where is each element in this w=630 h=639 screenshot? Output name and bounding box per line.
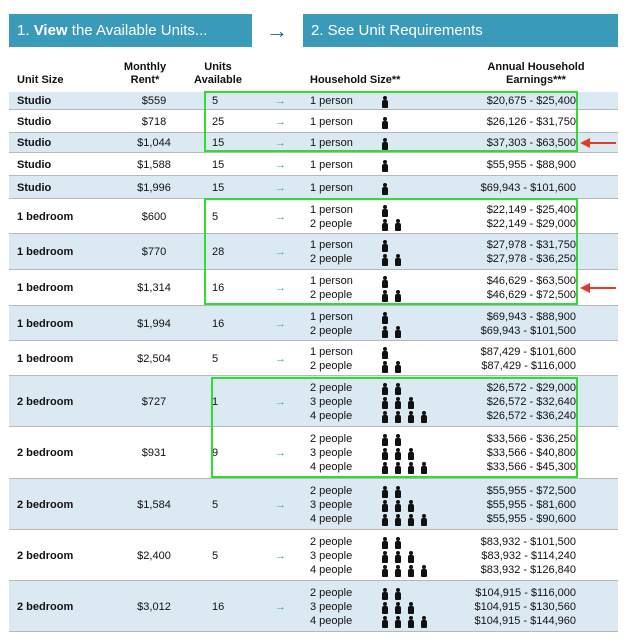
monthly-rent-cell: $3,012 (137, 601, 171, 613)
row-arrow-icon: → (275, 499, 286, 511)
table-row (9, 153, 618, 176)
annual-earnings-text: $37,303 - $63,500 (486, 137, 576, 149)
household-figures (381, 536, 407, 550)
household-size-text: 2 people (310, 433, 353, 445)
monthly-rent-cell: $559 (141, 95, 167, 107)
household-size-text: 1 person (310, 239, 353, 251)
units-available-cell: 9 (212, 447, 219, 459)
person-icon (420, 565, 428, 577)
household-figures (381, 182, 394, 196)
red-pointer-arrow-icon (580, 138, 616, 148)
household-size-text: 3 people (310, 550, 353, 562)
unit-size-cell: 2 bedroom (17, 396, 74, 408)
household-size-text: 1 person (310, 275, 353, 287)
unit-size-cell: Studio (17, 182, 52, 194)
unit-size-cell: Studio (17, 116, 52, 128)
header-earnings-line1: Annual Household (487, 61, 585, 73)
household-size-text: 2 people (310, 536, 353, 548)
household-figures (381, 485, 407, 499)
household-size-text: 4 people (310, 513, 353, 525)
annual-earnings-text: $55,955 - $88,900 (486, 159, 576, 171)
monthly-rent-cell: $1,994 (137, 318, 171, 330)
unit-size-cell: 2 bedroom (17, 499, 74, 511)
annual-earnings-text: $104,915 - $130,560 (474, 601, 576, 613)
person-icon (381, 602, 389, 614)
step-two-banner (303, 14, 618, 47)
person-icon (381, 347, 389, 359)
unit-size-cell: Studio (17, 95, 52, 107)
annual-earnings-text: $22,149 - $25,400 (486, 204, 576, 216)
unit-size-cell: Studio (17, 137, 52, 149)
person-icon (407, 602, 415, 614)
person-icon (394, 602, 402, 614)
person-icon (407, 500, 415, 512)
annual-earnings-text: $83,932 - $114,240 (481, 550, 576, 562)
person-icon (381, 537, 389, 549)
person-icon (407, 551, 415, 563)
units-available-cell: 5 (212, 550, 219, 562)
annual-earnings-text: $20,675 - $25,400 (486, 95, 576, 107)
monthly-rent-cell: $1,996 (137, 182, 171, 194)
header-unit-size: Unit Size (17, 74, 64, 86)
household-size-text: 3 people (310, 601, 353, 613)
annual-earnings-text: $104,915 - $144,960 (474, 615, 576, 627)
annual-earnings-text: $26,572 - $32,640 (486, 396, 576, 408)
unit-size-cell: 1 bedroom (17, 353, 74, 365)
person-icon (394, 486, 402, 498)
header-monthly-rent (110, 61, 180, 87)
annual-earnings-text: $46,629 - $63,500 (486, 275, 576, 287)
annual-earnings-text: $26,572 - $29,000 (486, 382, 576, 394)
person-icon (394, 514, 402, 526)
household-size-text: 1 person (310, 159, 353, 171)
monthly-rent-cell: $1,314 (137, 282, 171, 294)
household-figures (381, 325, 407, 339)
person-icon (381, 183, 389, 195)
red-pointer-arrow-icon (580, 283, 616, 293)
person-icon (394, 361, 402, 373)
annual-earnings-text: $87,429 - $101,600 (480, 346, 576, 358)
unit-size-cell: 1 bedroom (17, 282, 74, 294)
row-arrow-icon: → (275, 211, 286, 223)
household-figures (381, 615, 433, 629)
household-size-text: 3 people (310, 447, 353, 459)
household-figures (381, 360, 407, 374)
person-icon (381, 514, 389, 526)
household-size-text: 1 person (310, 116, 353, 128)
annual-earnings-text: $83,932 - $101,500 (480, 536, 576, 548)
person-icon (381, 500, 389, 512)
monthly-rent-cell: $600 (141, 211, 167, 223)
annual-earnings-text: $27,978 - $36,250 (486, 253, 576, 265)
units-available-cell: 15 (212, 182, 225, 194)
household-figures (381, 513, 433, 527)
units-available-cell: 15 (212, 159, 225, 171)
table-row (9, 341, 618, 376)
household-figures (381, 499, 420, 513)
person-icon (407, 616, 415, 628)
household-figures (381, 564, 433, 578)
household-size-text: 1 person (310, 95, 353, 107)
person-icon (420, 616, 428, 628)
annual-earnings-text: $33,566 - $45,300 (486, 461, 576, 473)
units-available-cell: 16 (212, 318, 225, 330)
units-available-cell: 16 (212, 282, 225, 294)
person-icon (407, 565, 415, 577)
step-one-number: 1. (17, 22, 30, 39)
person-icon (381, 361, 389, 373)
household-figures (381, 587, 407, 601)
row-arrow-icon: → (275, 95, 286, 107)
household-size-text: 4 people (310, 461, 353, 473)
monthly-rent-cell: $1,584 (137, 499, 171, 511)
household-size-text: 1 person (310, 204, 353, 216)
units-available-cell: 5 (212, 499, 219, 511)
annual-earnings-text: $87,429 - $116,000 (481, 360, 576, 372)
row-arrow-icon: → (275, 550, 286, 562)
household-size-text: 1 person (310, 311, 353, 323)
household-size-text: 2 people (310, 587, 353, 599)
unit-size-cell: 2 bedroom (17, 550, 74, 562)
annual-earnings-text: $55,955 - $90,600 (486, 513, 576, 525)
step-one-rest: the Available Units... (67, 22, 208, 39)
table-row (9, 530, 618, 581)
table-row (9, 176, 618, 199)
monthly-rent-cell: $1,044 (137, 137, 171, 149)
monthly-rent-cell: $2,400 (137, 550, 171, 562)
units-available-cell: 5 (212, 353, 219, 365)
header-household-size: Household Size** (310, 74, 401, 86)
header-earnings-line2: Earnings*** (506, 74, 566, 86)
annual-earnings-text: $69,943 - $101,600 (480, 182, 576, 194)
header-units-line2: Available (194, 74, 242, 86)
row-arrow-icon: → (275, 182, 286, 194)
person-icon (394, 588, 402, 600)
monthly-rent-cell: $2,504 (137, 353, 171, 365)
person-icon (394, 565, 402, 577)
household-size-text: 3 people (310, 396, 353, 408)
annual-earnings-text: $26,572 - $36,240 (486, 410, 576, 422)
table-row (9, 581, 618, 632)
person-icon (381, 160, 389, 172)
monthly-rent-cell: $770 (141, 246, 167, 258)
step-two-title: 2. See Unit Requirements (311, 22, 483, 39)
person-icon (381, 565, 389, 577)
person-icon (381, 616, 389, 628)
header-annual-earnings (476, 61, 596, 87)
person-icon (381, 326, 389, 338)
person-icon (394, 537, 402, 549)
household-figures (381, 311, 394, 325)
household-figures (381, 550, 420, 564)
header-units-line1: Units (204, 61, 232, 73)
row-arrow-icon: → (275, 447, 286, 459)
annual-earnings-text: $69,943 - $88,900 (486, 311, 576, 323)
person-icon (394, 500, 402, 512)
household-size-text: 4 people (310, 615, 353, 627)
monthly-rent-cell: $1,588 (137, 159, 171, 171)
row-arrow-icon: → (275, 353, 286, 365)
household-size-text: 4 people (310, 410, 353, 422)
row-arrow-icon: → (275, 116, 286, 128)
person-icon (381, 312, 389, 324)
person-icon (407, 514, 415, 526)
unit-size-cell: 2 bedroom (17, 447, 74, 459)
table-row (9, 306, 618, 341)
units-available-cell: 1 (212, 396, 219, 408)
household-size-text: 2 people (310, 253, 353, 265)
monthly-rent-cell: $718 (141, 116, 167, 128)
units-available-cell: 5 (212, 211, 219, 223)
banner-arrow-icon: → (266, 18, 288, 43)
annual-earnings-text: $46,629 - $72,500 (486, 289, 576, 301)
row-arrow-icon: → (275, 159, 286, 171)
household-size-text: 1 person (310, 137, 353, 149)
annual-earnings-text: $33,566 - $36,250 (486, 433, 576, 445)
household-size-text: 2 people (310, 360, 353, 372)
household-size-text: 2 people (310, 485, 353, 497)
unit-size-cell: 1 bedroom (17, 246, 74, 258)
household-figures (381, 159, 394, 173)
household-size-text: 2 people (310, 382, 353, 394)
row-arrow-icon: → (275, 601, 286, 613)
unit-size-cell: Studio (17, 159, 52, 171)
household-size-text: 2 people (310, 218, 353, 230)
units-available-cell: 16 (212, 601, 225, 613)
header-units-available (188, 61, 248, 87)
monthly-rent-cell: $727 (141, 396, 167, 408)
annual-earnings-text: $27,978 - $31,750 (486, 239, 576, 251)
household-size-text: 1 person (310, 182, 353, 194)
annual-earnings-text: $83,932 - $126,840 (480, 564, 576, 576)
row-arrow-icon: → (275, 246, 286, 258)
household-figures (381, 346, 394, 360)
household-size-text: 3 people (310, 499, 353, 511)
step-one-banner (9, 14, 252, 47)
person-icon (381, 588, 389, 600)
highlight-box-studio (204, 91, 578, 152)
annual-earnings-text: $104,915 - $116,000 (475, 587, 576, 599)
row-arrow-icon: → (275, 282, 286, 294)
annual-earnings-text: $55,955 - $72,500 (486, 485, 576, 497)
household-size-text: 1 person (310, 346, 353, 358)
units-available-cell: 15 (212, 137, 225, 149)
highlight-box-1-bedroom (204, 198, 578, 305)
person-icon (394, 616, 402, 628)
annual-earnings-text: $69,943 - $101,500 (480, 325, 576, 337)
table-row (9, 479, 618, 530)
person-icon (420, 514, 428, 526)
unit-size-cell: 1 bedroom (17, 318, 74, 330)
monthly-rent-cell: $931 (141, 447, 167, 459)
unit-size-cell: 1 bedroom (17, 211, 74, 223)
units-available-cell: 5 (212, 95, 219, 107)
annual-earnings-text: $33,566 - $40,800 (486, 447, 576, 459)
row-arrow-icon: → (275, 396, 286, 408)
person-icon (394, 551, 402, 563)
header-monthly-rent-line2: Rent* (130, 74, 160, 86)
header-monthly-rent-line1: Monthly (123, 61, 167, 73)
step-one-bold: View (33, 22, 68, 39)
household-size-text: 4 people (310, 564, 353, 576)
annual-earnings-text: $55,955 - $81,600 (486, 499, 576, 511)
annual-earnings-text: $22,149 - $29,000 (486, 218, 576, 230)
highlight-box-2-bedroom (211, 377, 578, 478)
row-arrow-icon: → (275, 318, 286, 330)
person-icon (381, 486, 389, 498)
units-available-cell: 28 (212, 246, 225, 258)
household-figures (381, 601, 420, 615)
annual-earnings-text: $26,126 - $31,750 (486, 116, 576, 128)
person-icon (394, 326, 402, 338)
household-size-text: 2 people (310, 325, 353, 337)
person-icon (381, 551, 389, 563)
household-size-text: 2 people (310, 289, 353, 301)
row-arrow-icon: → (275, 137, 286, 149)
unit-size-cell: 2 bedroom (17, 601, 74, 613)
units-available-cell: 25 (212, 116, 225, 128)
